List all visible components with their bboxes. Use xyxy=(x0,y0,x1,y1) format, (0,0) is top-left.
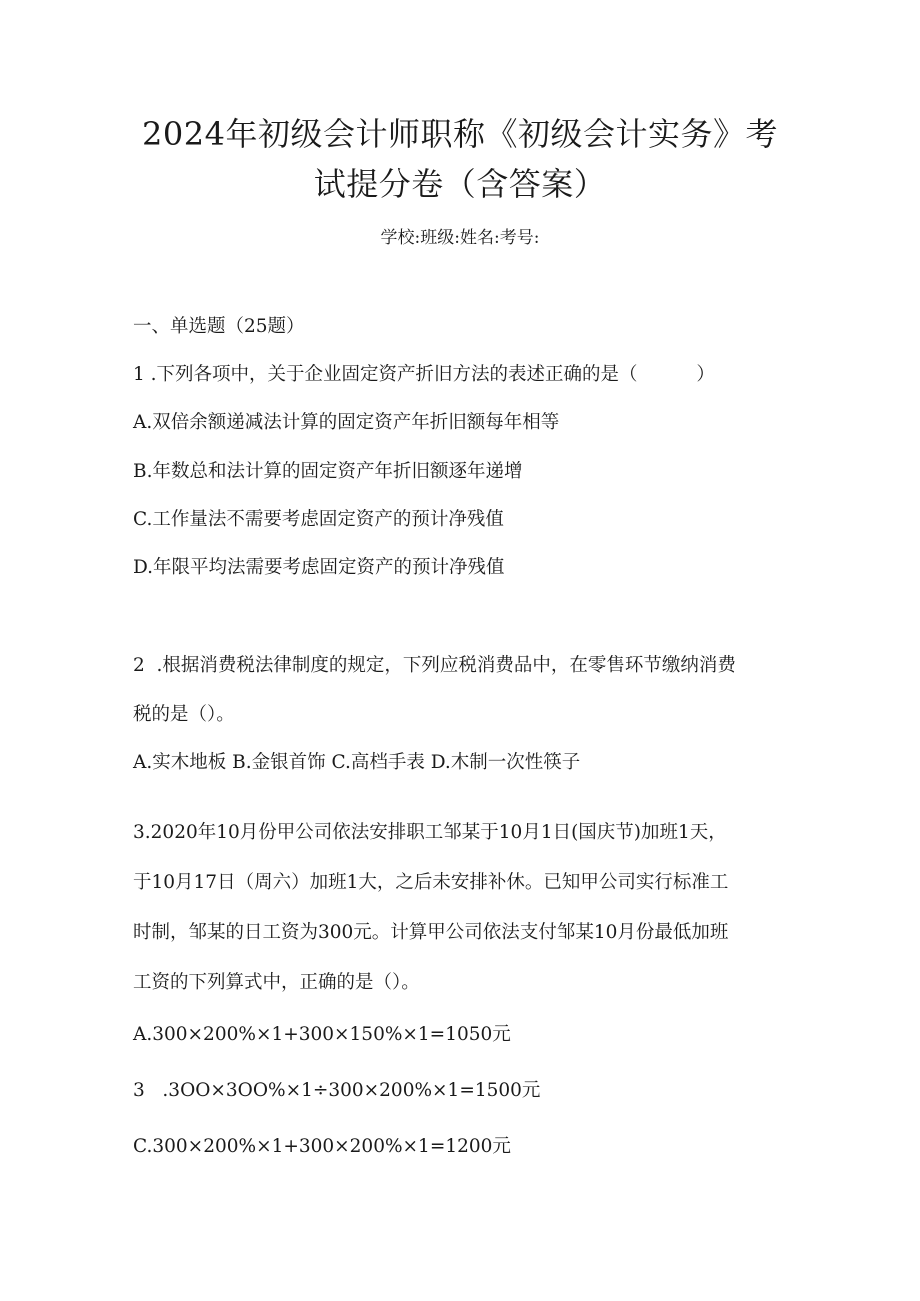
question-1-option-c: C.工作量法不需要考虑固定资产的预计净残值 xyxy=(133,509,504,530)
question-1-option-a: A.双倍余额递减法计算的固定资产年折旧额每年相等 xyxy=(133,412,560,433)
question-2-stem-line-1: 2 .根据消费税法律制度的规定，下列应税消费品中，在零售环节缴纳消费 xyxy=(133,655,736,676)
question-3-option-c: C.300×200%×1+300×200%×1=1200元 xyxy=(133,1136,511,1157)
question-3-stem-line-2: 于10月17日（周六）加班1大，之后未安排补休。已知甲公司实行标准工 xyxy=(133,872,729,893)
question-3-stem-line-3: 时制，邹某的日工资为300元。计算甲公司依法支付邹某10月份最低加班 xyxy=(133,922,729,943)
question-3-stem-line-4: 工资的下列算式中，正确的是（）。 xyxy=(133,972,420,993)
document-title-line-2: 试提分卷（含答案） xyxy=(313,165,607,203)
question-3-option-a: A.300×200%×1+300×150%×1=1050元 xyxy=(133,1024,511,1045)
question-1-option-b: B.年数总和法计算的固定资产年折旧额逐年递增 xyxy=(133,461,523,482)
question-1-option-d: D.年限平均法需要考虑固定资产的预计净残值 xyxy=(133,557,505,578)
document-title-line-1: 2024年初级会计师职称《初级会计实务》考 xyxy=(142,115,778,153)
section-heading: 一、单选题（25题） xyxy=(133,316,305,337)
question-1-stem: 1 .下列各项中，关于企业固定资产折旧方法的表述正确的是（ ） xyxy=(133,364,715,385)
question-2-options: A.实木地板 B.金银首饰 C.高档手表 D.木制一次性筷子 xyxy=(133,752,581,773)
question-3-option-b: 3 .3OO×3OO%×1÷300×200%×1=1500元 xyxy=(133,1080,541,1101)
question-2-stem-line-2: 税的是（）。 xyxy=(133,704,235,725)
student-info-line: 学校:班级:姓名:考号: xyxy=(380,228,540,248)
question-3-stem-line-1: 3.2020年10月份甲公司依法安排职工邹某于10月1日(国庆节)加班1天， xyxy=(133,822,727,843)
